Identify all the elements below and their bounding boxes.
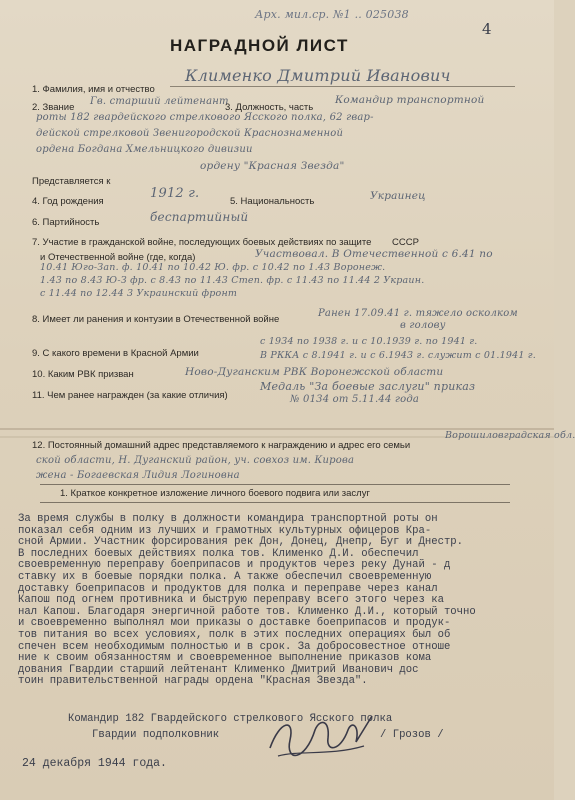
field-9-value-line2: В РККА с 8.1941 г. и с 6.1943 г. служит с 01.1941 г. <box>260 350 537 361</box>
field-7-label-ussr: СССР <box>392 237 419 248</box>
narrative-line: спечен всем необходимым полностью и в срок. За добросовестное отноше <box>18 640 451 653</box>
field-3-value-line4: ордена Богдана Хмельницкого дивизии <box>36 144 253 155</box>
document-title: НАГРАДНОЙ ЛИСТ <box>170 36 349 55</box>
field-11-value-line2: № 0134 от 5.11.44 года <box>290 394 420 405</box>
narrative-line: сной Армии. Участник форсирования рек Дон, Донец, Днепр, Буг и Днестр. <box>18 536 464 549</box>
field-11-label: 11. Чем ранее награжден (за какие отличия) <box>32 390 228 401</box>
field-8-value-line1: Ранен 17.09.41 г. тяжело осколком <box>318 308 518 319</box>
narrative-line: За время службы в полку в должности командира транспортной роты он <box>18 513 438 525</box>
narrative-line: показал себя одним из лучших и грамотных культурных офицеров Кра- <box>18 524 432 537</box>
field-7-label-line2: и Отечественной войне (где, когда) <box>40 252 196 263</box>
field-3-label: 3. Должность, часть <box>225 102 314 113</box>
narrative-line: ставку их в боевые порядки полка. А также обеспечил своевременную <box>18 570 432 583</box>
field-7-value-line3: 1.43 по 8.43 Ю-З фр. с 8.43 по 11.43 Степ. фр. с 11.43 по 11.44 2 Украин. <box>40 275 425 286</box>
field-5-value: Украинец <box>370 190 426 202</box>
field-9-value-line1: с 1934 по 1938 г. и с 10.1939 г. по 1941 г. <box>260 336 478 347</box>
field-2-label: 2. Звание <box>32 102 75 113</box>
presented-label: Представляется к <box>32 176 111 187</box>
field-7-value-line2: 10.41 Юго-Зап. ф. 10.41 по 10.42 Ю. фр. с 10.42 по 1.43 Воронеж. <box>40 262 386 273</box>
field-4-label: 4. Год рождения <box>32 196 104 207</box>
signature-icon <box>260 700 380 770</box>
narrative-line: нал Капош. Благодаря энергичной работе тов. Клименко Д.И., который точно <box>18 605 476 618</box>
section-divider-bottom <box>40 502 510 503</box>
field-9-label: 9. С какого времени в Красной Армии <box>32 348 199 359</box>
page-number: 4 <box>482 20 492 38</box>
field-12-label: 12. Постоянный домашний адрес представляемого к награждению и адрес его семьи <box>32 440 411 451</box>
field-7-value-line1: Участвовал. В Отечественной с 6.41 по <box>255 248 493 260</box>
field-12-value-line1: Ворошиловградская обл. <box>445 430 575 441</box>
field-1-underline <box>170 86 515 87</box>
section-divider-top <box>40 484 510 485</box>
field-2-value: Гв. старший лейтенант <box>90 96 229 107</box>
field-5-label: 5. Национальность <box>230 196 315 207</box>
field-12-value-line2: ской области, Н. Дуганский район, уч. совхоз им. Кирова <box>36 455 355 466</box>
field-4-value: 1912 г. <box>150 186 200 201</box>
commander-name: / Грозов / <box>380 729 444 741</box>
field-8-value-line2: в голову <box>400 320 446 331</box>
narrative-line: тоин правительственной награды ордена "Красная Звезда". <box>18 675 368 688</box>
narrative-line: тов питания во всех условиях, полк в этих последних операциях был об <box>18 628 451 641</box>
field-3-value-line3: дейской стрелковой Звенигородской Краснознаменной <box>36 128 344 139</box>
field-3-value-line2: роты 182 гвардейского стрелкового Ясского полка, 62 гвар- <box>36 112 374 123</box>
narrative-line: дования Гвардии старший лейтенант Клименко Дмитрий Иванович дос <box>18 663 419 676</box>
field-12-value-line3: жена - Богаевская Лидия Логиновна <box>36 470 240 481</box>
field-8-label: 8. Имеет ли ранения и контузии в Отечественной войне <box>32 314 280 325</box>
commander-line2: Гвардии подполковник <box>92 729 220 741</box>
narrative-line: своевременную переправу боеприпасов и продуктов через реку Дунай - д <box>18 559 451 572</box>
archive-note: Арх. мил.ср. №1 .. 025038 <box>255 8 409 21</box>
field-6-label: 6. Партийность <box>32 217 100 228</box>
narrative-line: и своевременно выполнял мои приказы о доставке боеприпасов и продук- <box>18 617 451 630</box>
narrative-line: В последних боевых действиях полка тов. Клименко Д.И. обеспечил <box>18 547 419 560</box>
field-3-value-line1: Командир транспортной <box>335 94 485 106</box>
narrative-line: доставку боеприпасов и продуктов для полка и переправе через канал <box>18 582 438 595</box>
field-7-label-line1: 7. Участие в гражданской войне, последующих боевых действиях по защите <box>32 237 372 248</box>
field-11-value-line1: Медаль "За боевые заслуги" приказ <box>260 380 476 393</box>
field-10-label: 10. Каким РВК призван <box>32 369 134 380</box>
narrative-text <box>18 514 548 688</box>
presented-value: ордену "Красная Звезда" <box>200 160 345 172</box>
section-heading: 1. Краткое конкретное изложение личного боевого подвига или заслуг <box>60 488 370 499</box>
commander-line1: Командир 182 Гвардейского стрелкового Ясского полка <box>68 713 393 725</box>
field-1-label: 1. Фамилия, имя и отчество <box>32 84 155 95</box>
narrative-line: Капош под огнем противника и быструю переправу всего этого через ка <box>18 594 444 607</box>
narrative-line: ние к своим обязанностям и своевременное выполнение приказов кома <box>18 652 432 665</box>
field-10-value: Ново-Дуганским РВК Воронежской области <box>185 366 444 378</box>
document-date: 24 декабря 1944 года. <box>22 757 167 770</box>
field-6-value: беспартийный <box>150 210 249 224</box>
field-7-value-line4: с 11.44 по 12.44 3 Украинский фронт <box>40 288 238 299</box>
field-1-value: Клименко Дмитрий Иванович <box>185 66 451 85</box>
